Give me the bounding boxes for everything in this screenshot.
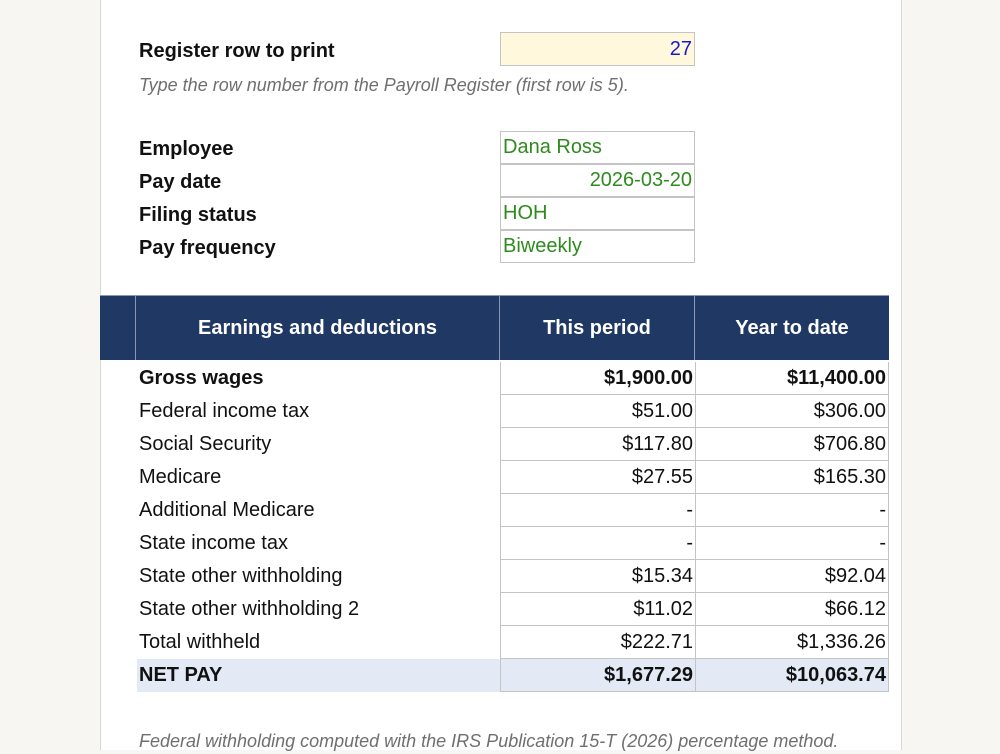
- row-label[interactable]: Total withheld: [139, 631, 261, 653]
- pay-date-label: Pay date: [139, 171, 222, 193]
- table-row-net-pay: [137, 659, 889, 692]
- row-year-to-date[interactable]: $66.12: [695, 593, 889, 626]
- table-row-state-other-withholding: [137, 560, 889, 593]
- header-earnings-deductions[interactable]: Earnings and deductions: [136, 296, 500, 360]
- header-this-period[interactable]: This period: [500, 296, 695, 360]
- register-row-input[interactable]: 27: [500, 32, 695, 66]
- row-this-period[interactable]: $27.55: [500, 461, 695, 494]
- table-row-social-security: [137, 428, 889, 461]
- row-this-period[interactable]: -: [500, 527, 695, 560]
- filing-status-label: Filing status: [139, 204, 257, 226]
- row-year-to-date[interactable]: $10,063.74: [695, 659, 889, 692]
- row-year-to-date[interactable]: $1,336.26: [695, 626, 889, 659]
- pay-frequency-label: Pay frequency: [139, 237, 276, 259]
- register-row-hint: Type the row number from the Payroll Register (first row is 5).: [139, 75, 629, 95]
- row-year-to-date[interactable]: -: [695, 527, 889, 560]
- table-row-federal-income-tax: [137, 395, 889, 428]
- earnings-table-body: [137, 362, 889, 692]
- row-year-to-date[interactable]: -: [695, 494, 889, 527]
- row-label[interactable]: State other withholding: [139, 565, 343, 587]
- row-label[interactable]: Additional Medicare: [139, 499, 315, 521]
- row-year-to-date[interactable]: $706.80: [695, 428, 889, 461]
- row-year-to-date[interactable]: $306.00: [695, 395, 889, 428]
- row-this-period[interactable]: -: [500, 494, 695, 527]
- row-label[interactable]: Medicare: [139, 466, 222, 488]
- table-row-state-income-tax: [137, 527, 889, 560]
- row-this-period[interactable]: $1,677.29: [500, 659, 695, 692]
- employee-value-cell[interactable]: Dana Ross: [500, 131, 695, 164]
- footnote: Federal withholding computed with the IRS Publication 15-T (2026) percentage method.: [139, 731, 839, 751]
- table-row-state-other-withholding-2: [137, 593, 889, 626]
- table-row-total-withheld: [137, 626, 889, 659]
- row-label[interactable]: NET PAY: [139, 664, 223, 686]
- row-label[interactable]: Social Security: [139, 433, 272, 455]
- row-label[interactable]: State income tax: [139, 532, 288, 554]
- row-this-period[interactable]: $222.71: [500, 626, 695, 659]
- employee-label: Employee: [139, 138, 234, 160]
- filing-status-value-cell[interactable]: HOH: [500, 197, 695, 230]
- pay-frequency-value-cell[interactable]: Biweekly: [500, 230, 695, 263]
- row-year-to-date[interactable]: $165.30: [695, 461, 889, 494]
- row-label[interactable]: Federal income tax: [139, 400, 310, 422]
- row-this-period[interactable]: $15.34: [500, 560, 695, 593]
- table-row-medicare: [137, 461, 889, 494]
- header-spacer-cell: [100, 296, 136, 360]
- header-year-to-date[interactable]: Year to date: [735, 316, 849, 339]
- row-this-period[interactable]: $1,900.00: [500, 362, 695, 395]
- row-label[interactable]: State other withholding 2: [139, 598, 360, 620]
- pay-date-value-cell[interactable]: 2026-03-20: [500, 164, 695, 197]
- row-year-to-date[interactable]: $92.04: [695, 560, 889, 593]
- table-row-gross-wages: [137, 362, 889, 395]
- row-this-period[interactable]: $51.00: [500, 395, 695, 428]
- row-label[interactable]: Gross wages: [139, 367, 264, 389]
- row-this-period[interactable]: $11.02: [500, 593, 695, 626]
- register-row-label: Register row to print: [139, 40, 335, 62]
- table-header: [100, 295, 889, 360]
- row-this-period[interactable]: $117.80: [500, 428, 695, 461]
- table-row-additional-medicare: [137, 494, 889, 527]
- row-year-to-date[interactable]: $11,400.00: [695, 362, 889, 395]
